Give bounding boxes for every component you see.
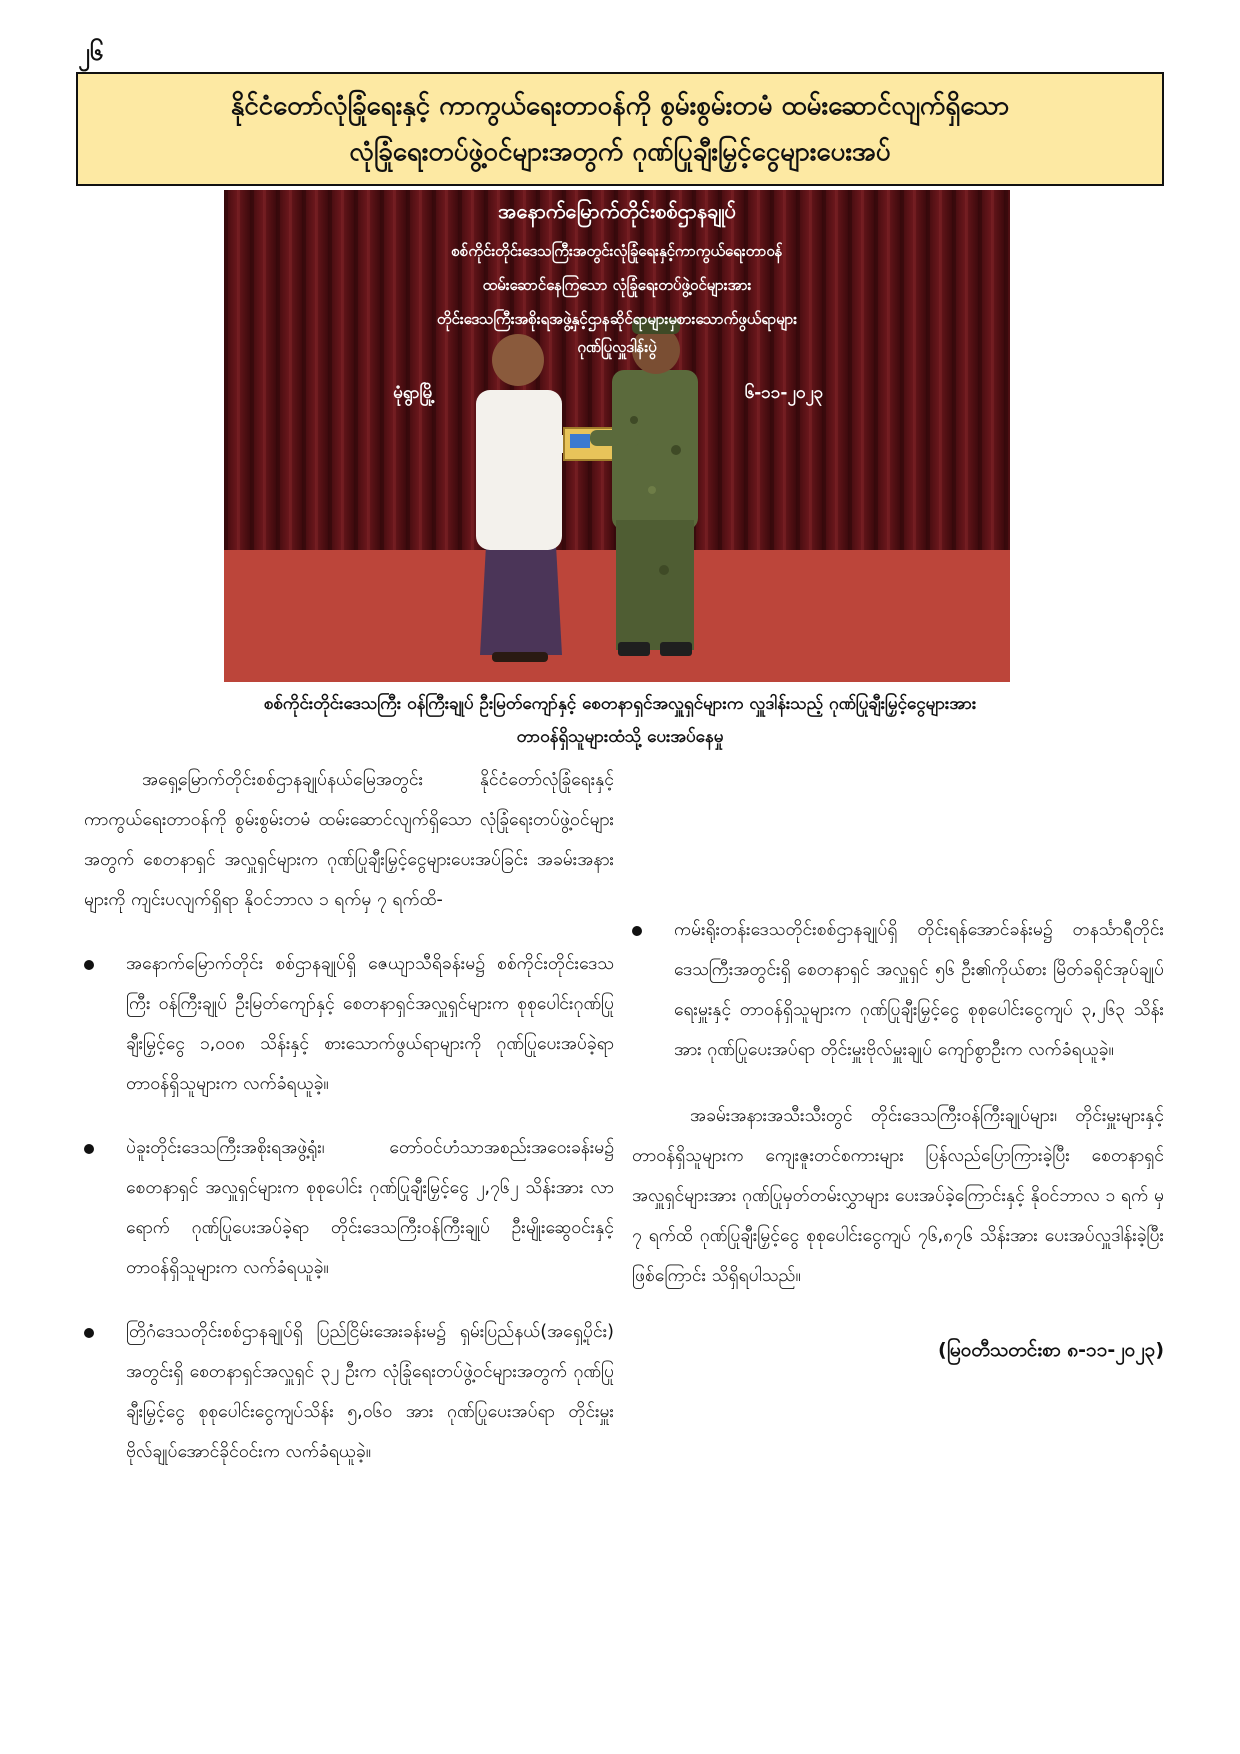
bullet-icon [84, 960, 94, 970]
banner-date: ၆-၁၁-၂၀၂၃ [744, 383, 824, 403]
caption-line-2: တာဝန်ရှိသူများထံသို့ ပေးအပ်နေမှု [516, 727, 724, 747]
bullet-icon [84, 1328, 94, 1338]
banner-line-4: တိုင်းဒေသကြီးအစိုးရအဖွဲ့နှင့်ဌာနဆိုင်ရာများမှစားသောက်ဖွယ်ရာများ [436, 310, 798, 328]
headline-line-1: နိုင်ငံတော်လုံခြုံရေးနှင့် ကာကွယ်ရေးတာဝန်ကို စွမ်းစွမ်းတမံ ထမ်းဆောင်လျက်ရှိသော [230, 91, 1010, 121]
list-item [632, 910, 1164, 1070]
photo-caption [100, 688, 1140, 754]
bullet-text-2: ပဲခူးတိုင်းဒေသကြီးအစိုးရအဖွဲ့ရုံး၊ တော်ဝင်ဟံသာအစည်းအဝေးခန်းမ၌ စေတနာရှင် အလှူရှင်များက စုစုပေါင်း ဂုဏ်ပြုချီးမြှင့်ငွေ ၂,၇၆၂ သိန်းအား လာရောက် ဂုဏ်ပြုပေးအပ်ခဲ့ရာ တိုင်းဒေသကြီးဝန်ကြီးချုပ် ဦးမျိုးဆွေဝင်းနှင့် တာဝန်ရှိသူများက လက်ခံရယူခဲ့။ [126, 1138, 614, 1278]
intro-paragraph: အရှေ့မြောက်တိုင်းစစ်ဌာနချုပ်နယ်မြေအတွင်း နိုင်ငံတော်လုံခြုံရေးနှင့် ကာကွယ်ရေးတာဝန်ကို စွမ်းစွမ်းတမံ ထမ်းဆောင်လျက်ရှိသော လုံခြုံရေးတပ်ဖွဲ့ဝင်များအတွက် စေတနာရှင် အလှူရှင်များက ဂုဏ်ပြုချီးမြှင့်ငွေများပေးအပ်ခြင်း အခမ်းအနားများကို ကျင်းပလျက်ရှိရာ နိုဝင်ဘာလ ၁ ရက်မှ ၇ ရက်ထိ- [84, 770, 614, 910]
banner-line-3: ထမ်းဆောင်နေကြသော လုံခြုံရေးတပ်ဖွဲ့ဝင်များအား [482, 276, 752, 294]
bullet-text-3: တြိဂံဒေသတိုင်းစစ်ဌာနချုပ်ရှိ ပြည်ငြိမ်းအေးခန်းမ၌ ရှမ်းပြည်နယ်(အရှေ့ပိုင်း) အတွင်းရှိ စေတနာရှင်အလှူရှင် ၃၂ ဦးက လုံခြုံရေးတပ်ဖွဲ့ဝင်များအတွက် ဂုဏ်ပြုချီးမြှင့်ငွေ စုစုပေါင်းငွေကျပ်သိန်း ၅,၀၆၀ အား ဂုဏ်ပြုပေးအပ်ရာ တိုင်းမှူး ဗိုလ်ချုပ်အောင်ခိုင်ဝင်းက လက်ခံရယူခဲ့။ [126, 1322, 614, 1462]
article-column-left [84, 760, 614, 1472]
banner-line-5: ဂုဏ်ပြုလှူဒါန်းပွဲ [577, 338, 657, 356]
closing-paragraph: အခမ်းအနားအသီးသီးတွင် တိုင်းဒေသကြီးဝန်ကြီးချုပ်များ၊ တိုင်းမှူးများနှင့် တာဝန်ရှိသူများက ကျေးဇူးတင်စကားများ ပြန်လည်ပြောကြားခဲ့ပြီး စေတနာရှင် အလှူရှင်များအား ဂုဏ်ပြုမှတ်တမ်းလွှာများ ပေးအပ်ခဲ့ကြောင်းနှင့် နိုဝင်ဘာလ ၁ ရက် မှ ၇ ရက်ထိ ဂုဏ်ပြုချီးမြှင့်ငွေ စုစုပေါင်းငွေကျပ် ၇၆,၈၇၆ သိန်းအား ပေးအပ်လှူဒါန်းခဲ့ပြီးဖြစ်ကြောင်း သိရှိရပါသည်။ [632, 1106, 1164, 1286]
page-number: ၂၆ [78, 38, 104, 66]
banner-place: မုံရွာမြို့ [393, 383, 435, 403]
list-item [84, 1128, 614, 1288]
list-item [84, 944, 614, 1104]
headline-line-2: လုံခြုံရေးတပ်ဖွဲ့ဝင်များအတွက် ဂုဏ်ပြုချီးမြှင့်ငွေများပေးအပ် [349, 137, 891, 167]
bullet-icon [632, 926, 642, 936]
bullet-text-1: အနောက်မြောက်တိုင်း စစ်ဌာနချုပ်ရှိ ဇေယျာသီရိခန်းမ၌ စစ်ကိုင်းတိုင်းဒေသကြီး ဝန်ကြီးချုပ် ဦးမြတ်ကျော်နှင့် စေတနာရှင်အလှူရှင်များက စုစုပေါင်းဂုဏ်ပြု ချီးမြှင့်ငွေ ၁,၀၀၈ သိန်းနှင့် စားသောက်ဖွယ်ရာများကို ဂုဏ်ပြုပေးအပ်ခဲ့ရာ တာဝန်ရှိသူများက လက်ခံရယူခဲ့။ [126, 954, 614, 1094]
banner-line-1: အနောက်မြောက်တိုင်းစစ်ဌာနချုပ် [498, 199, 736, 223]
list-item [84, 1312, 614, 1472]
event-photo-illustration [224, 190, 1010, 682]
source-credit: (မြဝတီသတင်းစာ ၈-၁၁-၂၀၂၃) [938, 1339, 1164, 1361]
article-column-right [632, 760, 1164, 1370]
caption-line-1: စစ်ကိုင်းတိုင်းဒေသကြီး ဝန်ကြီးချုပ် ဦးမြတ်ကျော်နှင့် စေတနာရှင်အလှူရှင်များက လှူဒါန်းသည့် ဂုဏ်ပြုချီးမြှင့်ငွေများအား [263, 694, 977, 714]
headline-box [76, 72, 1164, 186]
bullet-text-4: ကမ်းရိုးတန်းဒေသတိုင်းစစ်ဌာနချုပ်ရှိ တိုင်းရန်အောင်ခန်းမ၌ တနင်္သာရီတိုင်းဒေသကြီးအတွင်းရှိ စေတနာရှင် အလှူရှင် ၅၆ ဦး၏ကိုယ်စား မြိတ်ခရိုင်အုပ်ချုပ်ရေးမှူးနှင့် တာဝန်ရှိသူများက ဂုဏ်ပြုချီးမြှင့်ငွေ စုစုပေါင်းငွေကျပ် ၃,၂၆၃ သိန်း အား ဂုဏ်ပြုပေးအပ်ရာ တိုင်းမှူးဗိုလ်မှူးချုပ် ကျော်စွာဦးက လက်ခံရယူခဲ့။ [674, 920, 1164, 1060]
bullet-icon [84, 1144, 94, 1154]
event-photo [224, 190, 1010, 682]
banner-line-2: စစ်ကိုင်းတိုင်းဒေသကြီးအတွင်းလုံခြုံရေးနှင့်ကာကွယ်ရေးတာဝန် [451, 242, 783, 260]
